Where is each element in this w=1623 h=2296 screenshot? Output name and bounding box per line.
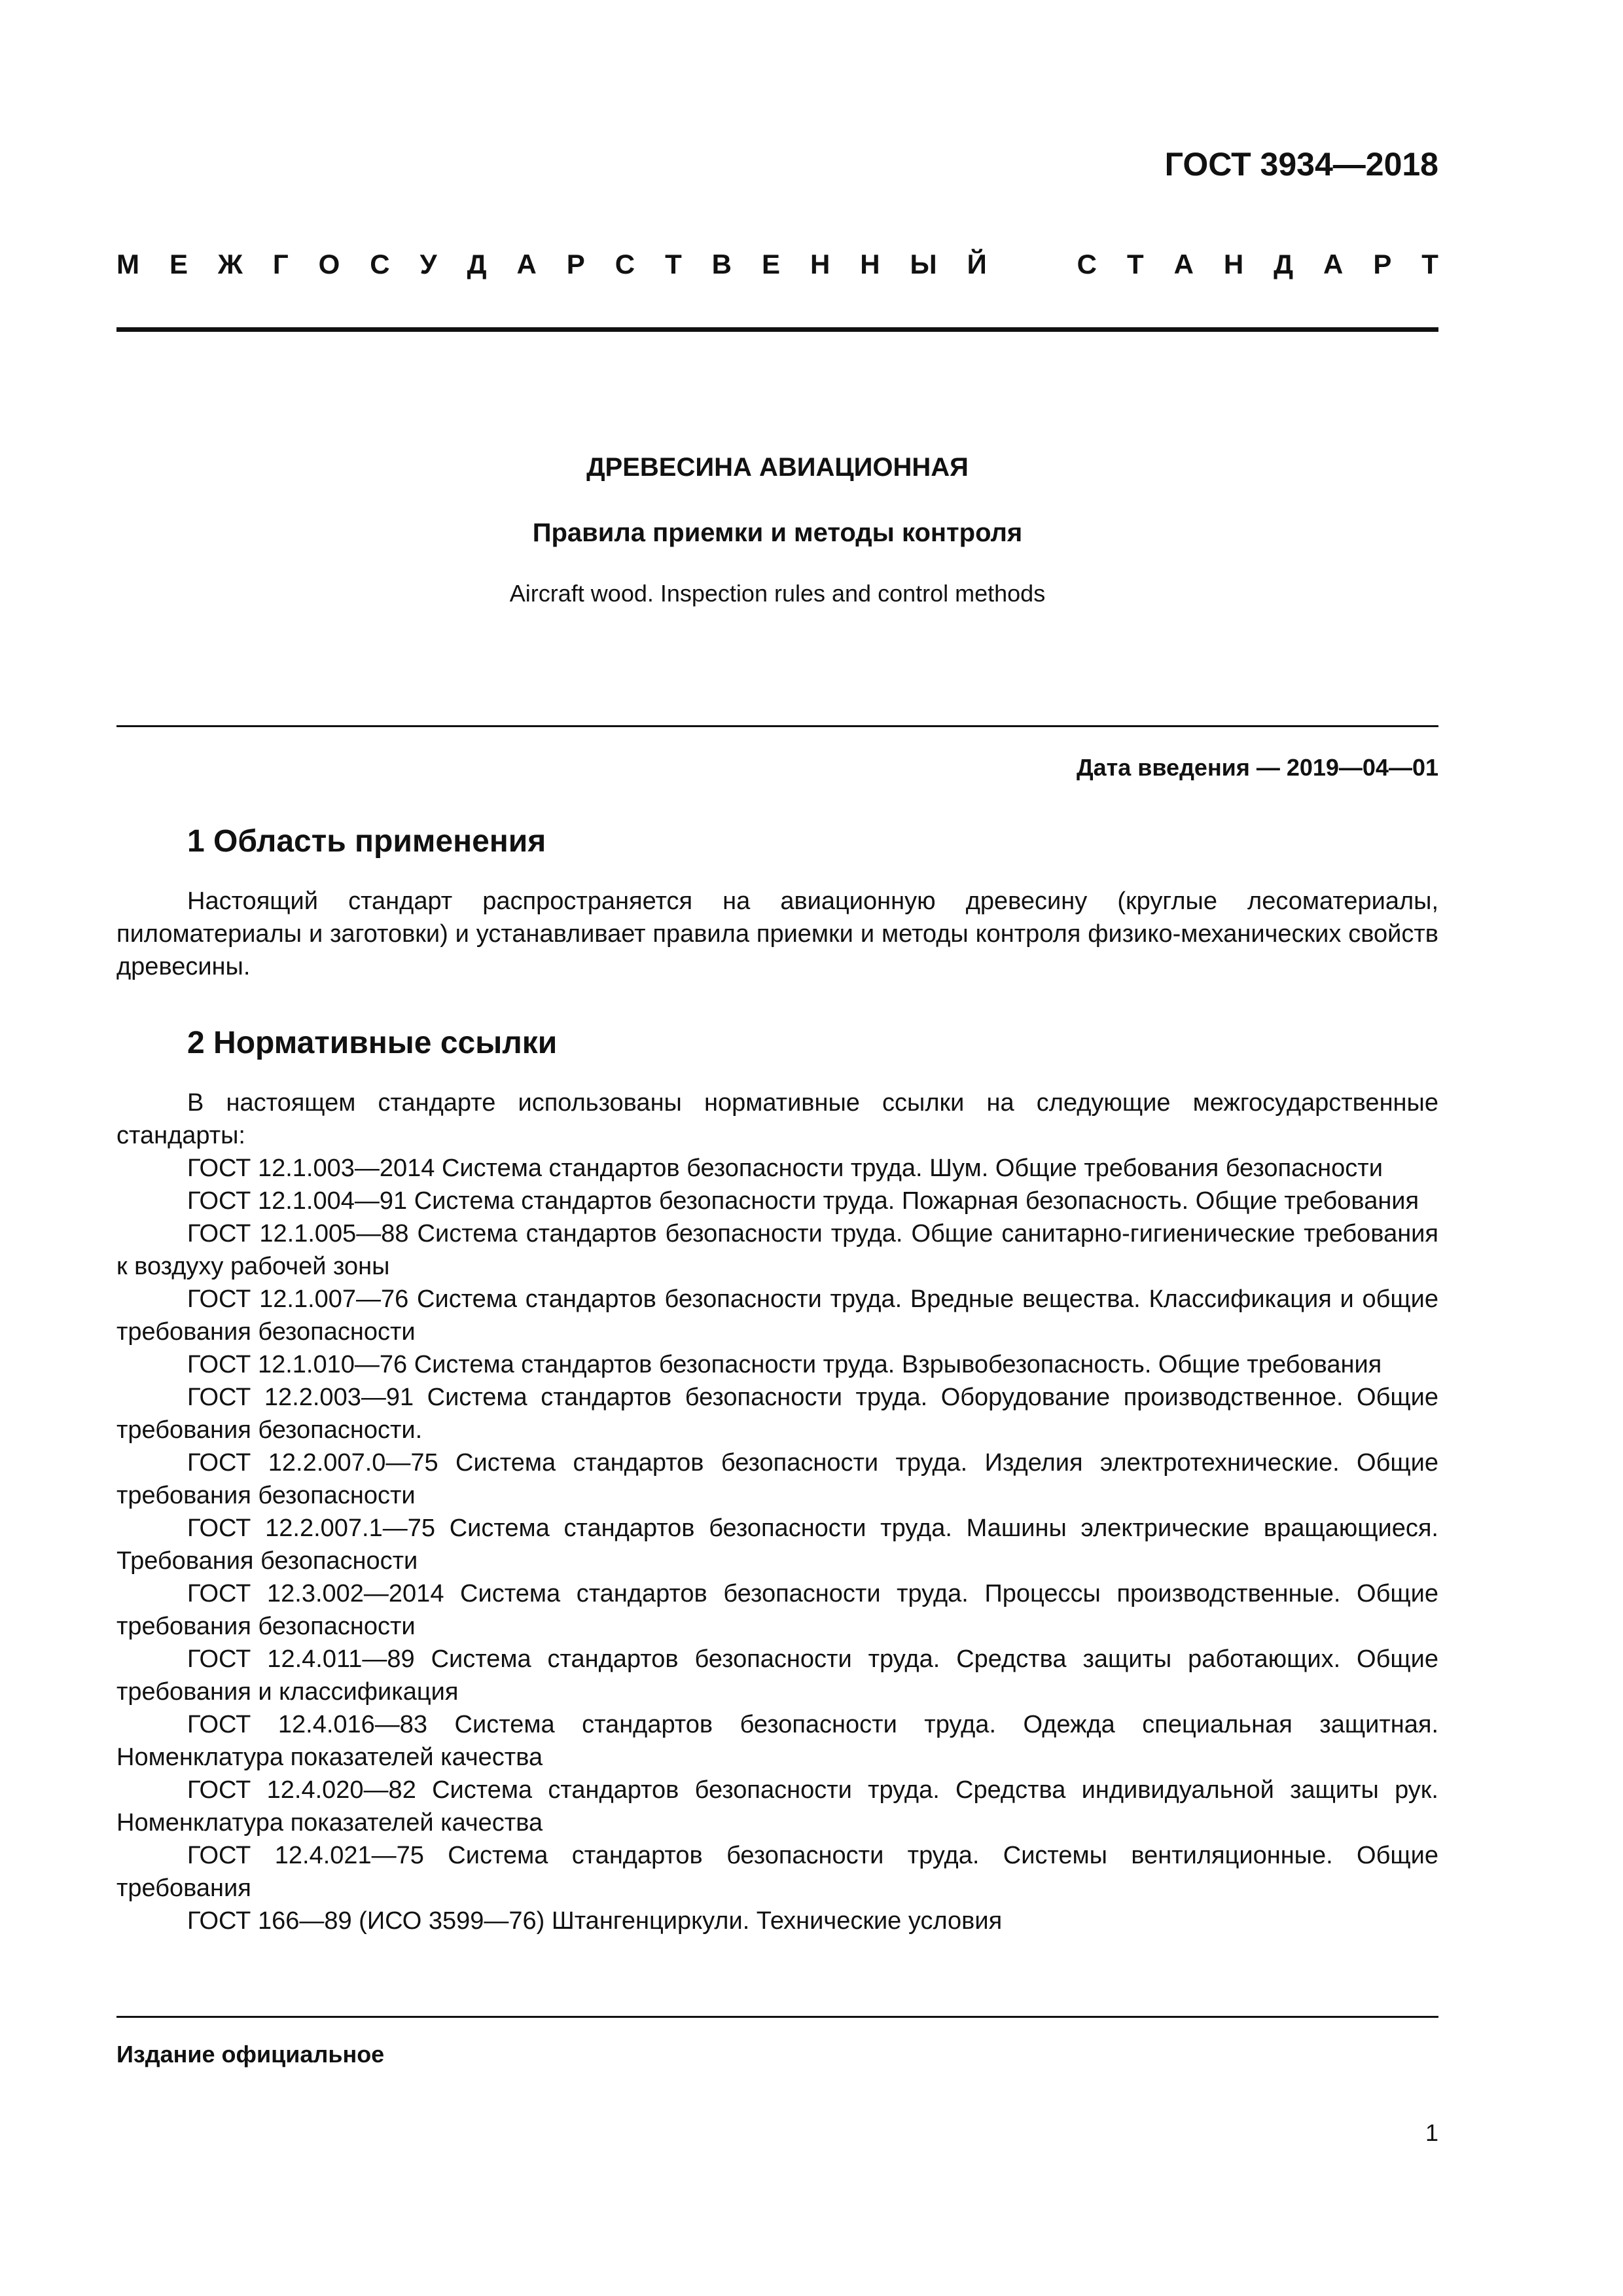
reference-item: ГОСТ 12.4.011—89 Система стандартов безопасности труда. Средства защиты работающих. Общие требования и классификация (116, 1645, 1438, 1706)
banner-letter: Д (1274, 249, 1294, 279)
banner-letter: С (615, 249, 635, 279)
banner-letter: О (318, 249, 340, 279)
banner-letter: Н (860, 249, 880, 279)
paragraph: Настоящий стандарт распространяется на авиационную древесину (круглые лесоматериалы, пиломатериалы и заготовки) и устанавливает правила приемки и методы контроля физико-механических свойств древесины. (116, 888, 1438, 980)
banner-letter: Ы (910, 249, 937, 279)
reference-item: ГОСТ 12.2.007.0—75 Система стандартов безопасности труда. Изделия электротехнические. Общие требования безопасности (116, 1449, 1438, 1509)
paragraph: В настоящем стандарте использованы нормативные ссылки на следующие межгосударственные стандарты: (116, 1089, 1438, 1149)
footer-divider (116, 2016, 1438, 2018)
reference-item: ГОСТ 12.4.016—83 Система стандартов безопасности труда. Одежда специальная защитная. Номенклатура показателей качества (116, 1711, 1438, 1771)
reference-item: ГОСТ 12.1.003—2014 Система стандартов безопасности труда. Шум. Общие требования безопасности (187, 1155, 1383, 1182)
banner-letter: Т (1126, 249, 1144, 279)
banner-letter: Ж (217, 249, 243, 279)
banner-letter: Е (761, 249, 780, 279)
document-code: ГОСТ 3934—2018 (1164, 146, 1438, 183)
banner-letter: Е (169, 249, 188, 279)
reference-item: ГОСТ 12.4.020—82 Система стандартов безопасности труда. Средства индивидуальной защиты рук. Номенклатура показателей качества (116, 1776, 1438, 1837)
section-heading-references: 2 Нормативные ссылки (187, 1026, 558, 1060)
banner-letter: В (711, 249, 732, 279)
banner-letter: М (116, 249, 139, 279)
reference-item: ГОСТ 12.2.007.1—75 Система стандартов безопасности труда. Машины электрические вращающиеся. Требования безопасности (116, 1515, 1438, 1575)
banner-letter: Т (665, 249, 682, 279)
header-divider (116, 327, 1438, 332)
banner-letter: Д (467, 249, 487, 279)
reference-item: ГОСТ 12.1.005—88 Система стандартов безопасности труда. Общие санитарно-гигиенические требования к воздуху рабочей зоны (116, 1220, 1438, 1280)
banner-letter: Т (1421, 249, 1438, 279)
edition-label: Издание официальное (116, 2041, 385, 2068)
banner-letter: С (370, 249, 390, 279)
banner-letter: Р (1373, 249, 1392, 279)
document-subtitle: Правила приемки и методы контроля (532, 518, 1023, 547)
reference-item: ГОСТ 12.3.002—2014 Система стандартов безопасности труда. Процессы производственные. Общие требования безопасности (116, 1580, 1438, 1640)
banner-letter: У (419, 249, 437, 279)
banner-letter: Г (272, 249, 289, 279)
banner-letter: А (516, 249, 537, 279)
reference-item: ГОСТ 12.2.003—91 Система стандартов безопасности труда. Оборудование производственное. Общие требования безопасности. (116, 1384, 1438, 1444)
reference-item: ГОСТ 12.1.004—91 Система стандартов безопасности труда. Пожарная безопасность. Общие требования (187, 1187, 1419, 1215)
banner-letter: Н (810, 249, 830, 279)
title-divider (116, 725, 1438, 727)
banner-letter: Р (566, 249, 585, 279)
page-number: 1 (1425, 2119, 1438, 2146)
banner-letter: А (1323, 249, 1344, 279)
banner-letter: С (1077, 249, 1097, 279)
banner-letter: А (1173, 249, 1194, 279)
document-title: ДРЕВЕСИНА АВИАЦИОННАЯ (586, 453, 969, 482)
banner-letter: Й (967, 249, 987, 279)
section-scope-body (116, 885, 1438, 983)
reference-item: ГОСТ 12.4.021—75 Система стандартов безопасности труда. Системы вентиляционные. Общие требования (116, 1842, 1438, 1902)
reference-item: ГОСТ 166—89 (ИСО 3599—76) Штангенциркули. Технические условия (187, 1907, 1003, 1935)
banner-letter: Н (1223, 249, 1244, 279)
introduction-date: Дата введения — 2019—04—01 (1076, 754, 1438, 781)
reference-item: ГОСТ 12.1.007—76 Система стандартов безопасности труда. Вредные вещества. Классификация и общие требования безопасности (116, 1285, 1438, 1346)
standard-banner (116, 249, 1438, 280)
section-references-body (116, 1086, 1438, 1937)
document-title-english: Aircraft wood. Inspection rules and control methods (509, 580, 1046, 607)
reference-item: ГОСТ 12.1.010—76 Система стандартов безопасности труда. Взрывобезопасность. Общие требования (187, 1351, 1382, 1378)
section-heading-scope: 1 Область применения (187, 824, 546, 859)
